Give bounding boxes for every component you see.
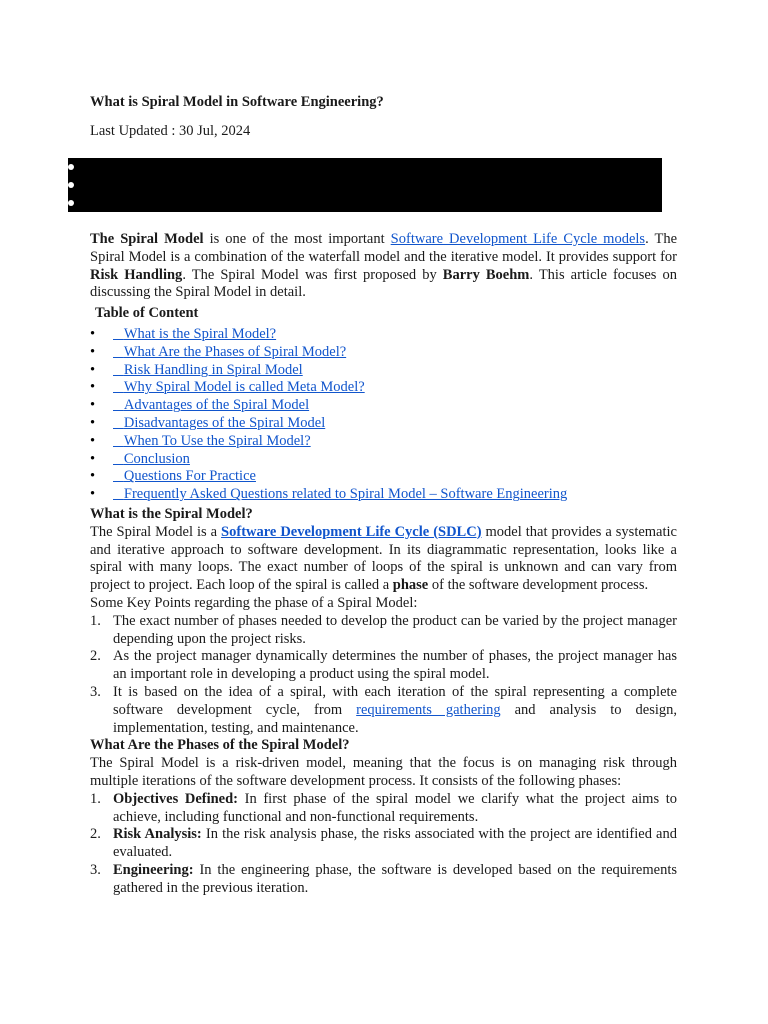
toc-item [90,379,567,397]
list-item: 1. Objectives Defined: In first phase of the spiral model we clarify what the project aims to achieve, including functional and non-functional requirements. [90,790,678,825]
section-heading: What is the Spiral Model? [90,506,253,522]
sdlc-models-link[interactable]: Software Development Life Cycle models [390,231,646,247]
requirements-gathering-link[interactable]: requirements gathering [356,701,501,718]
toc-link-faq[interactable]: Frequently Asked Questions related to Spiral Model – Software Engineering [123,486,568,503]
toc-heading: Table of Content [95,305,199,321]
toc-item [90,433,567,451]
toc-item [90,415,567,433]
list-item: 3. Engineering: In the engineering phase, the software is developed based on the requirements gathered in the previous iteration. [90,861,677,896]
toc-link-conclusion[interactable]: Conclusion [123,450,190,467]
page-title: What is Spiral Model in Software Engineering? [90,94,384,110]
table-of-contents [90,326,567,504]
list-item: 3. It is based on the idea of a spiral, with each iteration of the spiral representing a complete software development cycle, from requirements gathering and analysis to design, implementation, testing, and maintenance. [90,683,677,736]
section-what-is [90,506,677,898]
toc-item [90,397,567,415]
phases-list [90,791,677,898]
section-paragraph: The Spiral Model is a Software Development Life Cycle (SDLC) model that provides a systematic and iterative approach to software development. In its diagrammatic representation, looks like a spiral with many loops. The exact number of loops of the spiral is unknown and can vary from project to project. Each loop of the spiral is called a phase of the software development process. [90,523,677,594]
toc-link-when-to-use[interactable]: When To Use the Spiral Model? [123,432,311,449]
list-item: 1. The exact number of phases needed to develop the product can be varied by the project manager depending upon the project risks. [90,612,677,647]
last-updated: Last Updated : 30 Jul, 2024 [90,123,251,139]
term-spiral-model: The Spiral Model [90,231,204,247]
sdlc-link[interactable]: Software Development Life Cycle (SDLC) [221,523,482,540]
toc-item [90,344,567,362]
toc-link-questions[interactable]: Questions For Practice [123,468,256,485]
section-heading: What Are the Phases of the Spiral Model? [90,737,350,754]
section-paragraph: The Spiral Model is a risk-driven model, meaning that the focus is on managing risk through multiple iterations of the software development process. It consists of the following phases: [90,755,677,789]
list-item: 2. Risk Analysis: In the risk analysis phase, the risks associated with the project are identified and evaluated. [90,826,677,861]
bullet-icon [68,182,74,188]
toc-item [90,362,567,380]
toc-link-disadvantages[interactable]: Disadvantages of the Spiral Model [123,414,326,431]
key-points-intro: Some Key Points regarding the phase of a Spiral Model: [90,594,418,611]
toc-link-phases[interactable]: What Are the Phases of Spiral Model? [123,343,347,360]
intro-paragraph: The Spiral Model is one of the most important Software Development Life Cycle models. The Spiral Model is a combination of the waterfall model and the iterative model. It provides support for Risk Handling. The Spiral Model was first proposed by Barry Boehm. This article focuses on discussing the Spiral Model in detail. [90,231,678,301]
bullet-icon [68,164,74,170]
toc-link-advantages[interactable]: Advantages of the Spiral Model [123,397,310,414]
author-name: Barry Boehm [442,266,530,283]
redacted-black-bar [68,158,662,212]
key-points-list [90,613,677,738]
toc-item [90,486,567,504]
bullet-icon [68,200,74,206]
toc-item [90,451,567,469]
list-item: 2. As the project manager dynamically determines the number of phases, the project manager has an important role in developing a product using the spiral model. [90,648,677,683]
toc-item [90,468,567,486]
toc-item [90,326,567,344]
term-risk-handling: Risk Handling [90,266,183,283]
toc-link-meta-model[interactable]: Why Spiral Model is called Meta Model? [123,379,365,396]
toc-link-risk-handling[interactable]: Risk Handling in Spiral Model [123,361,303,378]
toc-link-what-is[interactable]: What is the Spiral Model? [123,326,277,342]
